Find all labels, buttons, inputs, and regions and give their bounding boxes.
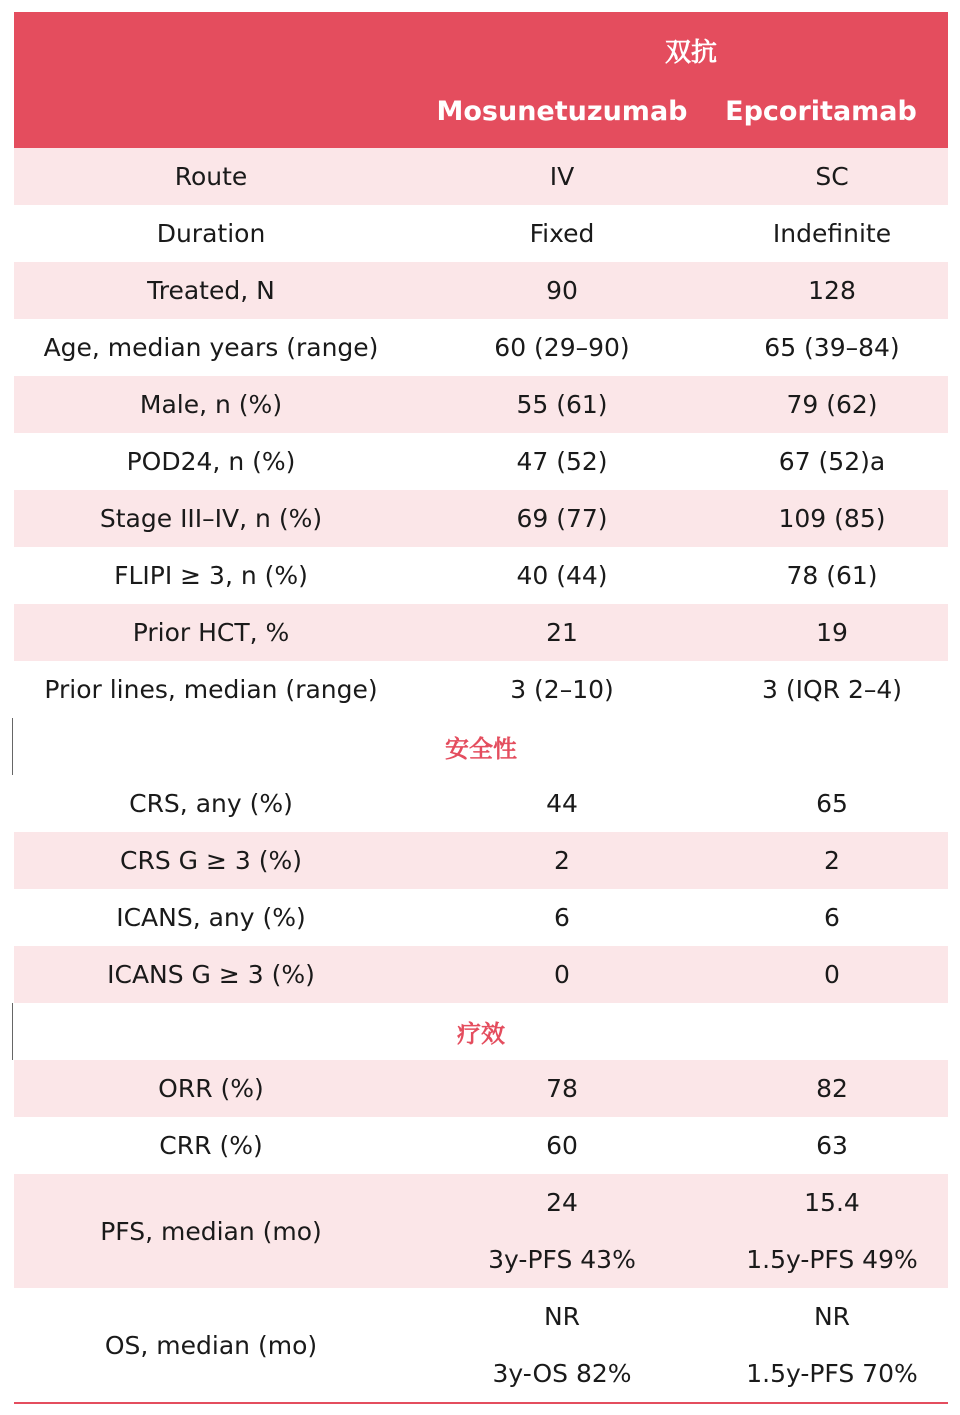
median-value: NR: [543, 1302, 581, 1331]
table-row: [14, 262, 948, 319]
mosunetuzumab-value: 60 (29–90): [494, 333, 630, 362]
mosunetuzumab-value: 90: [546, 276, 578, 305]
epcoritamab-value: 65 (39–84): [764, 333, 900, 362]
epcoritamab-value: 6: [824, 903, 840, 932]
mosunetuzumab-value: 0: [554, 960, 570, 989]
table-row: [14, 661, 948, 718]
table-row: [14, 1288, 948, 1402]
mosunetuzumab-value: 21: [546, 618, 578, 647]
divider: [12, 718, 13, 775]
table-row: [14, 946, 948, 1003]
epcoritamab-value: SC: [815, 162, 849, 191]
row-label: ORR (%): [158, 1074, 264, 1103]
row-label: CRR (%): [159, 1131, 263, 1160]
mosunetuzumab-value: 3 (2–10): [510, 675, 614, 704]
mosunetuzumab-value: [408, 1288, 716, 1402]
mosunetuzumab-value: 44: [546, 789, 578, 818]
row-label: POD24, n (%): [126, 447, 296, 476]
row-label: ICANS, any (%): [116, 903, 306, 932]
landmark-value: 3y-PFS 43%: [488, 1245, 636, 1274]
epcoritamab-value: Indefinite: [772, 219, 892, 248]
mosunetuzumab-value: 55 (61): [516, 390, 608, 419]
section-header-safety: [14, 718, 948, 775]
median-value: 24: [546, 1188, 578, 1217]
table-row: [14, 148, 948, 205]
divider: [12, 1003, 13, 1060]
table-row: [14, 889, 948, 946]
section-title: 安全性: [445, 735, 517, 763]
table-row: [14, 547, 948, 604]
row-label: Prior lines, median (range): [44, 675, 378, 704]
row-label: Route: [174, 162, 248, 191]
row-label: ICANS G ≥ 3 (%): [107, 960, 315, 989]
epcoritamab-value: 82: [816, 1074, 848, 1103]
table-row: [14, 1117, 948, 1174]
epcoritamab-value: 63: [816, 1131, 848, 1160]
epcoritamab-value: 128: [808, 276, 856, 305]
mosunetuzumab-value: 2: [554, 846, 570, 875]
mosunetuzumab-value: IV: [549, 162, 575, 191]
epcoritamab-value: 0: [824, 960, 840, 989]
table-row: [14, 832, 948, 889]
group-title: 双抗: [664, 38, 717, 68]
epcoritamab-value: 3 (IQR 2–4): [761, 675, 903, 704]
row-label: PFS, median (mo): [100, 1216, 322, 1246]
table-row: [14, 604, 948, 661]
table-row: [14, 1060, 948, 1117]
landmark-value: 3y-OS 82%: [492, 1359, 632, 1388]
landmark-value: 1.5y-PFS 70%: [746, 1359, 918, 1388]
table-row: [14, 319, 948, 376]
epcoritamab-value: 2: [824, 846, 840, 875]
row-label: Prior HCT, %: [132, 618, 290, 647]
epcoritamab-value: 65: [816, 789, 848, 818]
epcoritamab-value: 109 (85): [778, 504, 886, 533]
row-label: Treated, N: [147, 276, 275, 305]
mosunetuzumab-value: Fixed: [529, 219, 595, 248]
median-value: NR: [813, 1302, 851, 1331]
table-row: [14, 376, 948, 433]
epcoritamab-value: [716, 1288, 948, 1402]
epcoritamab-value: 78 (61): [786, 561, 878, 590]
column-header-epcoritamab: Epcoritamab: [725, 96, 917, 127]
column-header-mosunetuzumab: Mosunetuzumab: [436, 96, 688, 127]
row-label: FLIPI ≥ 3, n (%): [114, 561, 308, 590]
row-label: CRS G ≥ 3 (%): [120, 846, 302, 875]
table-header: [14, 12, 948, 148]
table-row: [14, 775, 948, 832]
mosunetuzumab-value: 40 (44): [516, 561, 608, 590]
table-row: [14, 205, 948, 262]
mosunetuzumab-value: [408, 1174, 716, 1288]
section-header-efficacy: [14, 1003, 948, 1060]
row-label: Male, n (%): [139, 390, 283, 419]
mosunetuzumab-value: 47 (52): [516, 447, 608, 476]
table-row: [14, 490, 948, 547]
section-title: 疗效: [457, 1020, 505, 1048]
comparison-table: [14, 12, 948, 1404]
mosunetuzumab-value: 69 (77): [516, 504, 608, 533]
row-label: Duration: [156, 219, 266, 248]
table-row: [14, 433, 948, 490]
epcoritamab-value: 79 (62): [786, 390, 878, 419]
epcoritamab-value: 19: [816, 618, 848, 647]
row-label: CRS, any (%): [129, 789, 293, 818]
mosunetuzumab-value: 78: [546, 1074, 578, 1103]
table-row: [14, 1174, 948, 1288]
mosunetuzumab-value: 60: [546, 1131, 578, 1160]
row-label: OS, median (mo): [104, 1330, 318, 1360]
median-value: 15.4: [804, 1188, 860, 1217]
bottom-rule: [14, 1402, 948, 1404]
epcoritamab-value: [716, 1174, 948, 1288]
mosunetuzumab-value: 6: [554, 903, 570, 932]
epcoritamab-value: 67 (52)a: [778, 447, 886, 476]
row-label: Stage III–IV, n (%): [99, 504, 323, 533]
row-label: Age, median years (range): [43, 333, 379, 362]
landmark-value: 1.5y-PFS 49%: [746, 1245, 918, 1274]
